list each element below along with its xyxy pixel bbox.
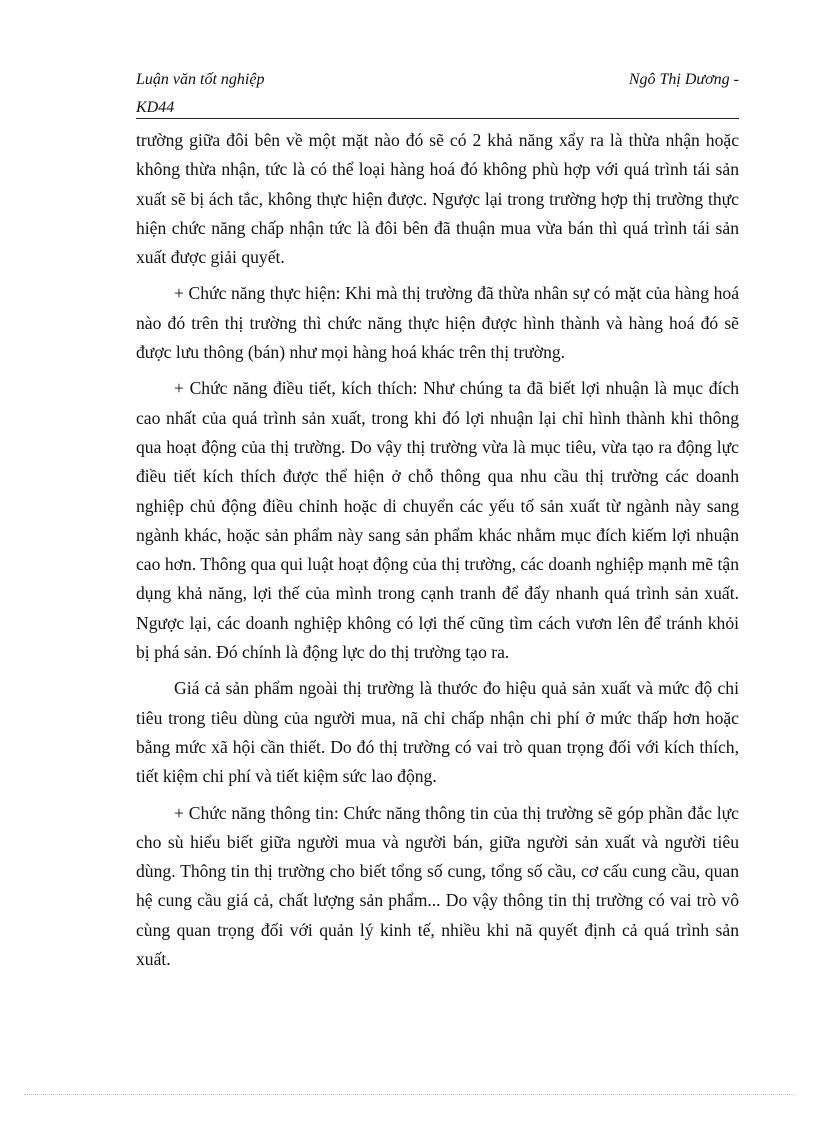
header-author-name: Ngô Thị Dương -: [628, 71, 739, 88]
paragraph-chuc-nang-thuc-hien: + Chức năng thực hiện: Khi mà thị trường đã thừa nhân sự có mặt của hàng hoá nào đó trên thị trường thì chức năng thực hiện được hình thành và hàng hoá đó sẽ được lưu thông (bán) như mọi hàng hoá khác trên thị trường.: [136, 283, 739, 363]
header-thesis-label: [136, 66, 264, 122]
page-header: [136, 60, 739, 119]
paragraph-chuc-nang-dieu-tiet: + Chức năng điều tiết, kích thích: Như chúng ta đã biết lợi nhuận là mục đích cao nhất của quá trình sản xuất, trong khi đó lợi nhuận lại chỉ hình thành khi thông qua hoạt động của thị trường. Do vậy thị trường vừa là mục tiêu, vừa tạo ra động lực điều tiết kích thích được thể hiện ở chỗ thông qua nhu cầu thị trường các doanh nghiệp chủ động điều chỉnh hoặc di chuyển các yếu tố sản xuất từ ngành này sang ngành khác, hoặc sản phẩm này sang sản phẩm khác nhằm mục đích kiếm lợi nhuận cao hơn. Thông qua qui luật hoạt động của thị trường, các doanh nghiệp mạnh mẽ tận dụng khả năng, lợi thế của mình trong cạnh tranh để đẩy nhanh quá trình sản xuất. Ngược lại, các doanh nghiệp không có lợi thế cũng tìm cách vươn lên để tránh khỏi bị phá sản. Đó chính là động lực do thị trường tạo ra.: [136, 378, 739, 663]
page-bottom-divider: [24, 1094, 794, 1095]
paragraph-continuation: trường giữa đôi bên về một mặt nào đó sẽ có 2 khả năng xẩy ra là thừa nhận hoặc không thừa nhận, tức là có thể loại hàng hoá đó không phù hợp với quá trình tái sản xuất sẽ bị ách tắc, không thực hiện được. Ngược lại trong trường hợp thị trường thực hiện chức năng chấp nhận tức là đôi bên đã thuận mua vừa bán thì quá trình tái sản xuất được giải quyết.: [136, 130, 739, 268]
paragraph-chuc-nang-thong-tin: + Chức năng thông tin: Chức năng thông tin của thị trường sẽ góp phần đắc lực cho sù hiểu biết giữa người mua và người bán, giữa người sản xuất và người tiêu dùng. Thông tin thị trường cho biết tổng số cung, tổng số cầu, cơ cấu cung cầu, quan hệ cung cầu giá cả, chất lượng sản phẩm... Do vậy thông tin thị trường có vai trò vô cùng quan trọng đối với quản lý kinh tế, nhiều khi nã quyết định cả quá trình sản xuất.: [136, 802, 739, 970]
header-class-code: KD44: [136, 99, 175, 116]
body-text: [136, 126, 739, 981]
header-thesis-title: Luận văn tốt nghiệp: [136, 71, 265, 88]
paragraph-gia-ca-san-pham: Giá cả sản phẩm ngoài thị trường là thước đo hiệu quả sản xuất và mức độ chi tiêu trong tiêu dùng của người mua, nã chỉ chấp nhận chi phí ở mức thấp hơn hoặc bằng mức xã hội cần thiết. Do đó thị trường có vai trò quan trọng đối với kích thích, tiết kiệm chi phí và tiết kiệm sức lao động.: [136, 678, 739, 787]
